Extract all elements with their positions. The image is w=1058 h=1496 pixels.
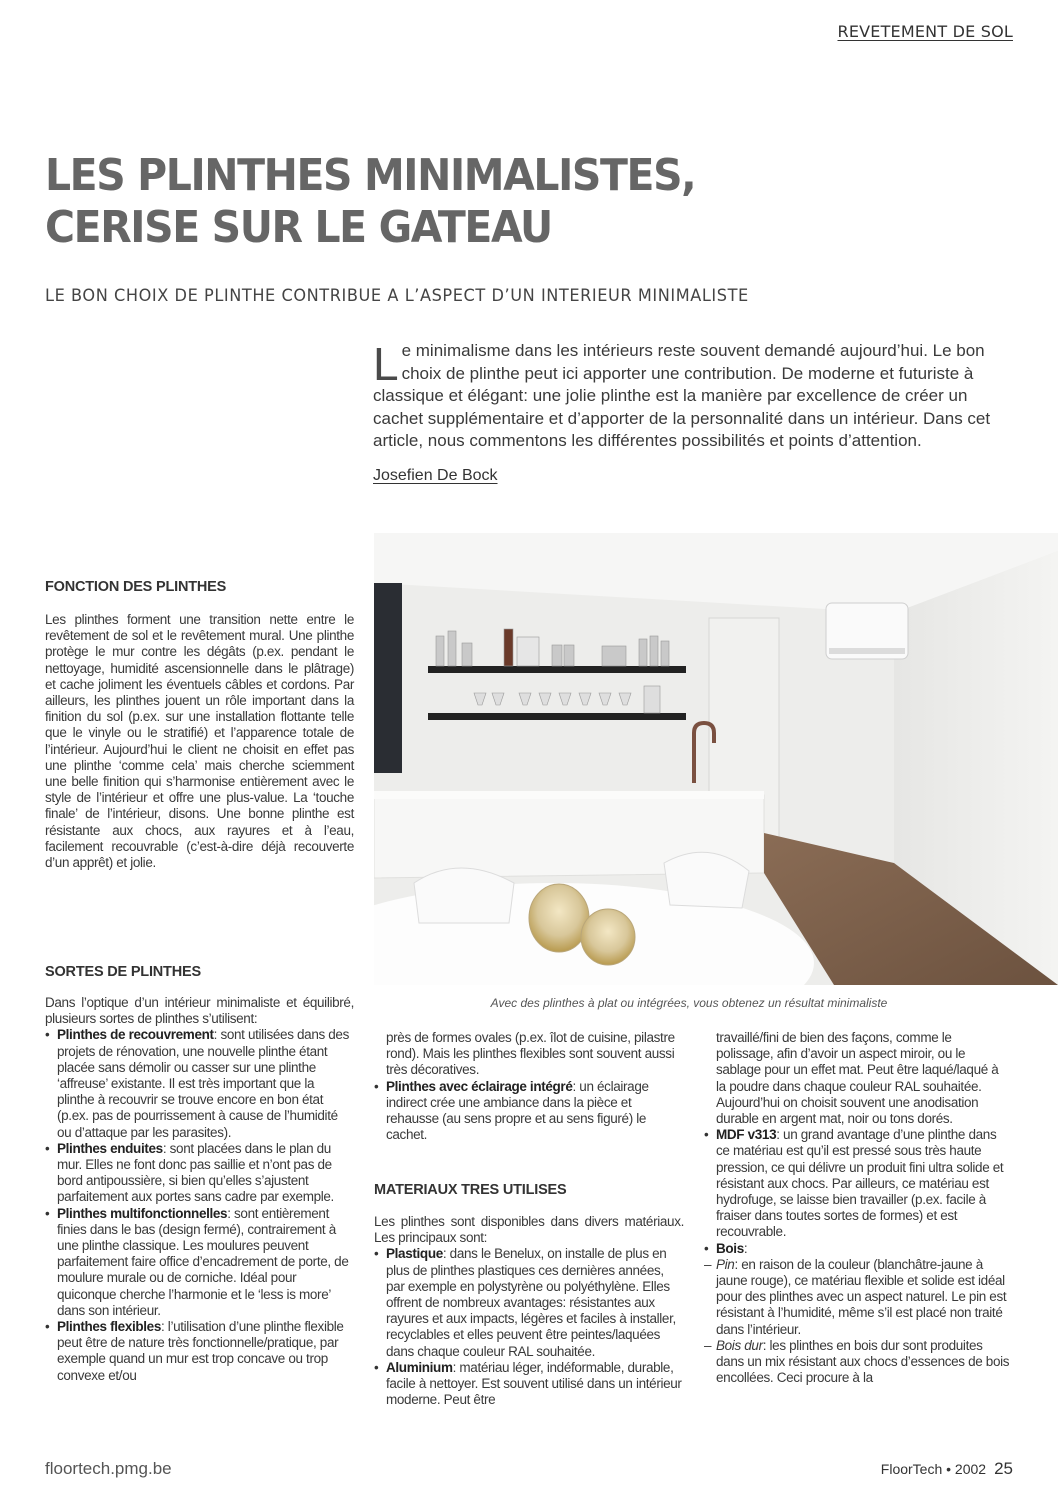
list-item: – Bois dur: les plinthes en bois dur sont produites dans un mix résistant aux chocs d’essences de bois encollées. Ceci procure à la [704, 1338, 1010, 1387]
intro-dropcap: L [373, 338, 399, 390]
section-tag: REVETEMENT DE SOL [837, 22, 1013, 41]
materiaux-intro: Les plinthes sont disponibles dans divers matériaux. Les principaux sont: [374, 1214, 684, 1246]
materiaux-column-1 [374, 1214, 684, 1408]
list-item: – Pin: en raison de la couleur (blanchâtre-jaune à jaune rouge), ce matériau flexible et solide est idéal pour des plinthes avec un aspect naturel. Le pin est résistant à l’humidité, même s’il est placé non traité dans l’intérieur. [704, 1257, 1010, 1338]
footer-website-link[interactable]: floortech.pmg.be [45, 1459, 172, 1478]
list-item: • Aluminium: matériau léger, indéformable, durable, facile à nettoyer. Est souvent utilisé dans un intérieur moderne. Peut être [374, 1360, 684, 1409]
photo-caption: Avec des plinthes à plat ou intégrées, vous obtenez un résultat minimaliste [490, 996, 888, 1010]
sortes-intro: Dans l’optique d’un intérieur minimaliste et équilibré, plusieurs sortes de plinthes s’utilisent: [45, 995, 354, 1027]
kitchen-illustration [374, 533, 1058, 985]
heading-materiaux: MATERIAUX TRES UTILISES [374, 1182, 567, 1198]
materiaux-list-2 [704, 1127, 1010, 1257]
sortes-list [45, 1027, 354, 1383]
materiaux-continuation: travaillé/fini de bien des façons, comme le polissage, afin d’avoir un aspect miroir, ou le sablage pour un effet mat. Peut être laqué/laqué à la poudre dans chaque couleur RAL souhaitée. Aujourd’hui on choisit souvent une anodisation durable en argent mat, noir ou tons dorés. [716, 1030, 999, 1127]
list-item: • Plinthes de recouvrement: sont utilisées dans des projets de rénovation, une nouvelle plinthe étant placée sans démolir ou casser sur une plinthe ‘affreuse’ existante. Il est très important que la plinthe à recouvrir se trouve encore en bon état (p.ex. pas de pourrissement à cause de l’humidité ou d’attaque par les parasites). [45, 1027, 354, 1140]
title-line-1: LES PLINTHES MINIMALISTES, [45, 150, 696, 201]
list-item: • MDF v313: un grand avantage d’une plinthe dans ce matériau est qu’il est pressé sous très haute pression, ce qui délivre un produit fini ultra solide et résistant aux chocs. Par ailleurs, ce matériau est hydrofuge, se laisse bien travailler (p.ex. facile à fraiser dans toutes sortes de formes) et est recouvrable. [704, 1127, 1010, 1240]
materiaux-list [374, 1246, 684, 1408]
list-item: • Plinthes multifonctionnelles: sont entièrement finies dans le bas (design fermé), contrairement à une plinthe classique. Les moulures peuvent parfaitement faire office d’encadrement de porte, de moulure murale ou de corniche. Idéal pour quiconque cherche l’harmonie et le ‘less is more’ dans son intérieur. [45, 1206, 354, 1319]
list-item: • Plinthes avec éclairage intégré: un éclairage indirect crée une ambiance dans la pièce et rehausse (au sens propre et au sens figuré) le cachet. [374, 1079, 684, 1144]
article-intro [373, 340, 1008, 453]
list-item: • Plastique: dans le Benelux, on installe de plus en plus de plinthes plastiques ces dernières années, par exemple en polystyrène ou polyéthylène. Elles offrent de nombreux avantages: résistantes aux rayures et aux impacts, légères et faciles à installer, recyclables et elles peuvent être peintes/laquées dans chaque couleur RAL souhaitée. [374, 1246, 684, 1359]
list-item: • Plinthes enduites: sont placées dans le plan du mur. Elles ne font donc pas saillie et n’ont pas de bord antipoussière, si bien qu’elles s’ajustent parfaitement aux portes sans cadre par exemple. [45, 1141, 354, 1206]
page-number: 25 [994, 1459, 1013, 1478]
sortes-continuation: près de formes ovales (p.ex. îlot de cuisine, pilastre rond). Mais les plinthes flexibles sont souvent aussi très décoratives. [386, 1030, 675, 1078]
title-line-2: CERISE SUR LE GATEAU [45, 202, 552, 253]
heading-sortes: SORTES DE PLINTHES [45, 964, 201, 980]
list-item: • Plinthes flexibles: l’utilisation d’une plinthe flexible peut être de nature très fonctionnelle/pratique, par exemple quand un mur est trop concave ou trop convexe et/ou [45, 1319, 354, 1384]
fonction-paragraph: Les plinthes forment une transition nette entre le revêtement de sol et le revêtement mural. Une plinthe protège le mur contre les dégâts (p.ex. pendant le nettoyage, humidité ascensionnelle dans le plâtrage) et cache joliment les éventuels câbles et cordons. Par ailleurs, les plinthes jouent un rôle important dans la finition du sol (p.ex. sur une installation flottante telle que le vinyle ou le stratifié) et l’apparence totale de l’intérieur. Aujourd’hui le client ne choisit en effet pas une plinthe ‘comme cela’ mais cherche sciemment une belle finition qui s’harmonise entièrement avec le style de l’intérieur et offre une plus-value. La ‘touche finale’ de l’intérieur, disons. Une bonne plinthe est résistante aux chocs, aux rayures et à l’eau, facilement recouvrable (c’est-à-dire déjà recouverte d’un apprêt) et jolie. [45, 612, 354, 871]
list-item: • Bois: [704, 1241, 1010, 1257]
heading-fonction: FONCTION DES PLINTHES [45, 579, 227, 595]
bois-list [704, 1257, 1010, 1387]
sortes-column-2 [374, 1030, 684, 1143]
article-title [45, 150, 938, 254]
article-subtitle: LE BON CHOIX DE PLINTHE CONTRIBUE A L’ASPECT D’UN INTERIEUR MINIMALISTE [45, 286, 749, 306]
footer-magazine: FloorTech • 2002 [880, 1461, 987, 1477]
sortes-column-1 [45, 995, 354, 1384]
author-link[interactable]: Josefien De Bock [373, 467, 498, 484]
fonction-body [45, 612, 354, 871]
footer-page-info [881, 1459, 1013, 1479]
materiaux-column-2 [704, 1030, 1010, 1386]
sortes-list-2 [374, 1079, 684, 1144]
kitchen-photo [374, 533, 1058, 985]
intro-text: e minimalisme dans les intérieurs reste souvent demandé aujourd’hui. Le bon choix de plinthe peut ici apporter une contribution. De moderne et futuriste à classique et élégant: une jolie plinthe est la manière par excellence de créer un cachet supplémentaire et d’apporter de la personnalité dans un intérieur. Dans cet article, nous commentons les différentes possibilités et points d’attention. [373, 341, 991, 450]
